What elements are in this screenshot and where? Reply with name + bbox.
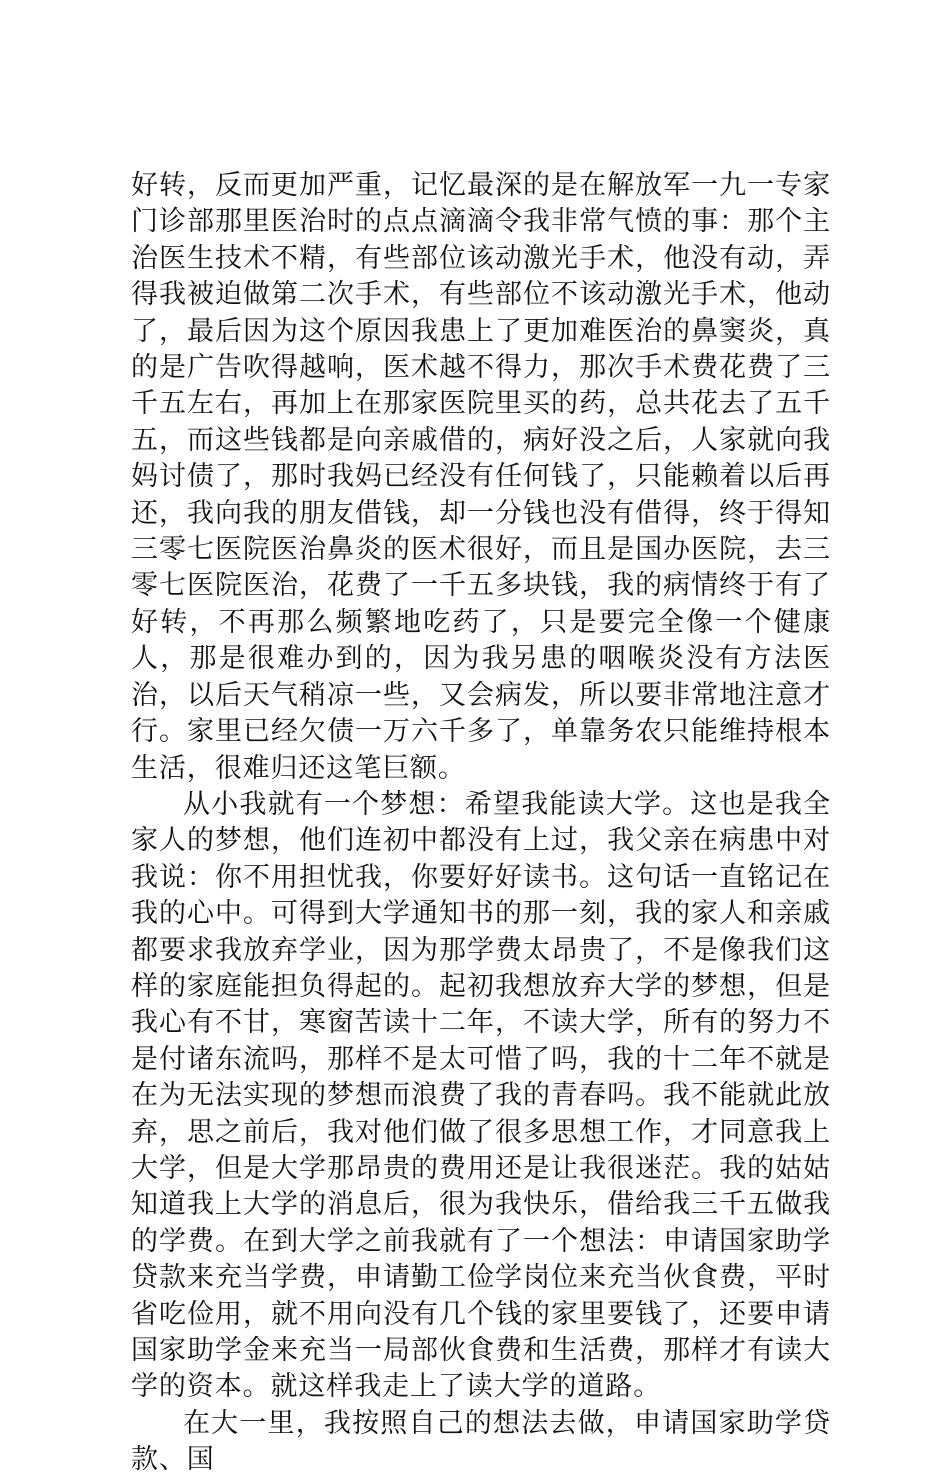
paragraph-3: 在大一里，我按照自己的想法去做，申请国家助学贷款、国 <box>131 1407 831 1476</box>
body-text <box>131 168 831 1479</box>
paragraph-1: 好转，反而更加严重，记忆最深的是在解放军一九一专家门诊部那里医治时的点点滴滴令我非常气愤的事：那个主治医生技术不精，有些部位该动激光手术，他没有动，弄得我被迫做第二次手术，有些部位不该动激光手术，他动了，最后因为这个原因我患上了更加难医治的鼻窦炎，真的是广告吹得越响，医术越不得力，那次手术费花费了三千五左右，再加上在那家医院里买的药，总共花去了五千五，而这些钱都是向亲戚借的，病好没之后，人家就向我妈讨债了，那时我妈已经没有任何钱了，只能赖着以后再还，我向我的朋友借钱，却一分钱也没有借得，终于得知三零七医院医治鼻炎的医术很好，而且是国办医院，去三零七医院医治，花费了一千五多块钱，我的病情终于有了好转，不再那么频繁地吃药了，只是要完全像一个健康人，那是很难办到的，因为我另患的咽喉炎没有方法医治，以后天气稍凉一些，又会病发，所以要非常地注意才行。家里已经欠债一万六千多了，单靠务农只能维持根本生活，很难归还这笔巨额。 <box>131 170 831 784</box>
paragraph-2: 从小我就有一个梦想：希望我能读大学。这也是我全家人的梦想，他们连初中都没有上过，我父亲在病患中对我说：你不用担忧我，你要好好读书。这句话一直铭记在我的心中。可得到大学通知书的那一刻，我的家人和亲戚都要求我放弃学业，因为那学费太昂贵了，不是像我们这样的家庭能担负得起的。起初我想放弃大学的梦想，但是我心有不甘，寒窗苦读十二年，不读大学，所有的努力不是付诸东流吗，那样不是太可惜了吗，我的十二年不就是在为无法实现的梦想而浪费了我的青春吗。我不能就此放弃，思之前后，我对他们做了很多思想工作，才同意我上大学，但是大学那昂贵的费用还是让我很迷茫。我的姑姑知道我上大学的消息后，很为我快乐，借给我三千五做我的学费。在到大学之前我就有了一个想法：申请国家助学贷款来充当学费，申请勤工俭学岗位来充当伙食费，平时省吃俭用，就不用向没有几个钱的家里要钱了，还要申请国家助学金来充当一局部伙食费和生活费，那样才有读大学的资本。就这样我走上了读大学的道路。 <box>131 788 831 1403</box>
